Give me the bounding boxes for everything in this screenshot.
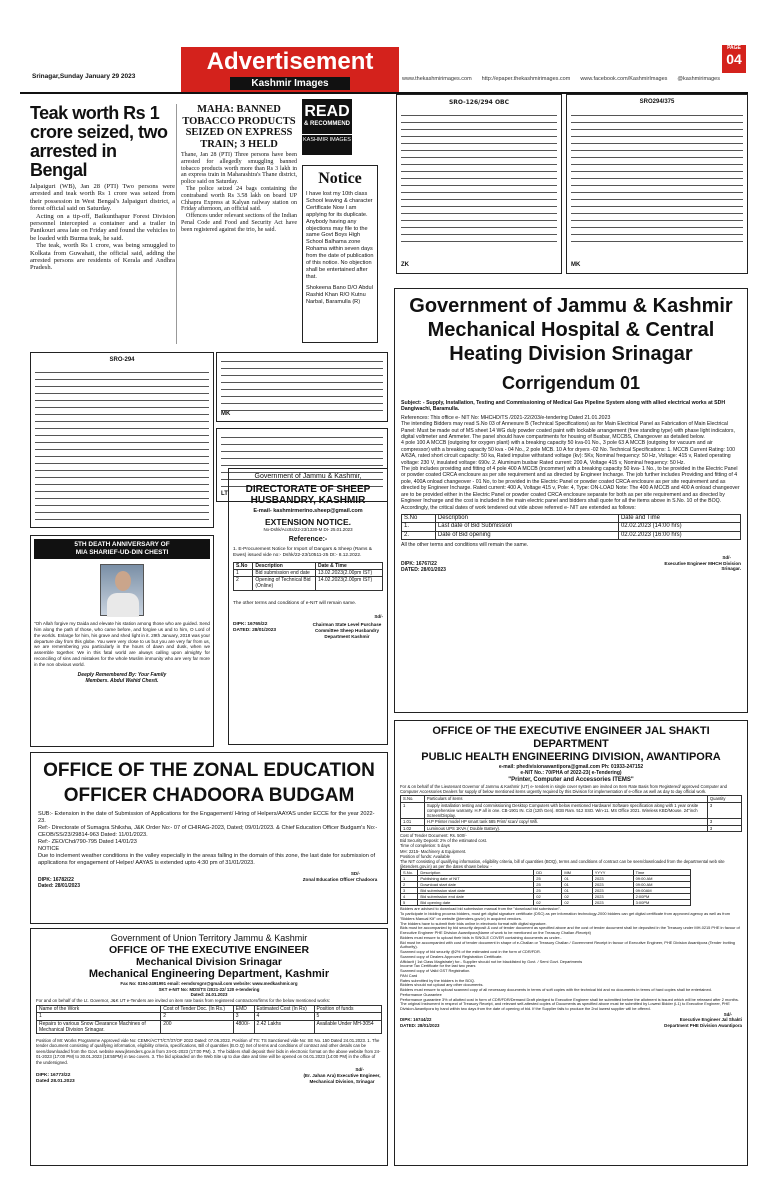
mech-division-srinagar-tender	[30, 928, 388, 1166]
facebook-link[interactable]: www.facebook.com/KashmirImages	[580, 76, 668, 82]
sheep-dipk: DIPK: 16765/22	[233, 622, 268, 628]
table-header-row	[402, 514, 741, 523]
zonal-signer: Zonal Education Officer Chadoora	[302, 876, 378, 882]
col-datetime: Date and Time	[618, 514, 740, 523]
page-number: 04	[726, 51, 742, 68]
mech-title-1: Government of Jammu & Kashmir	[409, 295, 733, 317]
col-emd: EMD	[233, 1006, 254, 1013]
urdu-tag-lt: LT	[221, 490, 228, 497]
list-item: The bidders have to submit their bids online in electronic format with digital signature.	[400, 920, 547, 926]
zonal-ref2: Ref:- ZEO/Chd/790-795 Dated 14/01/23	[38, 839, 137, 845]
urdu-text-block	[401, 111, 557, 251]
mechdiv-nit: SKT e-NIT No: MDS/TS /2021-22/ 120 e-tendering	[158, 986, 260, 992]
cell: 09:00AM	[633, 888, 690, 894]
cell: 2023	[592, 882, 633, 888]
cell-num: 5	[314, 1013, 381, 1020]
header-links	[402, 76, 720, 83]
portrait-body	[107, 593, 139, 617]
cell-sno: 1.02	[401, 825, 425, 831]
teak-para-3: The teak, worth Rs 1 crore, was being smuggled to Kolkata from Guwahati, the official said, adding the arrested persons are residents of Kerala and Andhra Pradesh.	[30, 242, 175, 272]
cell-sno: 2.	[402, 531, 436, 540]
cell: 2:00PM	[633, 894, 690, 900]
mech-dipk: DIPK: 16767/22	[401, 560, 437, 567]
list-item: Scanned copy of Dealers Approved Registration Certificate.	[400, 953, 503, 959]
anniversary-footer: Deeply Remembered By: Your Family Members. Abdul Wahid Chesti.	[77, 671, 167, 684]
jal-shakti-tender	[394, 720, 748, 1166]
mechdiv-signer: (Er. Jahan Ara) Executive Engineer, Mechanical Division, Srinagar	[303, 1072, 381, 1084]
table-row	[402, 523, 741, 532]
maha-article	[176, 104, 297, 344]
urdu-notice-left	[30, 352, 214, 528]
mech-signer: Executive Engineer MHCH Division Srinagar.	[664, 560, 741, 572]
list-item: Bidders must ensure to upload scanned copy of all necessary documents in terms of soft copies with the technical bid and no documents in terms of hard copies shall be entertained.	[400, 987, 712, 993]
cell-date: 13.02.2023(2.00pm IST)	[315, 569, 382, 576]
col-dd: DD	[534, 870, 562, 876]
jal-sd: Sd/-	[723, 1011, 732, 1017]
maha-headline: MAHA: BANNED TOBACCO PRODUCTS SEIZED ON EXPRESS TRAIN; 3 HELD	[182, 104, 296, 150]
cell-quantity: 3	[707, 802, 741, 819]
mechdiv-title-1: OFFICE OF THE EXECUTIVE ENGINEER	[108, 944, 310, 956]
anniversary-title: 5TH DEATH ANNIVERSARY OF	[74, 541, 170, 548]
mech-corrigendum: Corrigendum 01	[501, 373, 641, 393]
cell-cost-doc: 200	[161, 1020, 234, 1034]
jal-item: "Printer, Computer and Accessories ITEMS"	[508, 776, 634, 783]
sheep-email: E-mail- kashmirmerino.sheep@gmail.com	[253, 507, 363, 514]
col-cost-doc: Cost of Tender Doc. (In Rs.)	[161, 1006, 234, 1013]
cell: 02	[534, 900, 562, 906]
recommend-word: & RECOMMEND	[304, 121, 350, 127]
teak-article	[30, 104, 175, 344]
jal-cost: Cost of Tender Document: Rs. 500/-	[400, 832, 467, 838]
col-mm: MM	[562, 870, 592, 876]
cell: 02	[534, 894, 562, 900]
col-sno: S.No	[402, 514, 436, 523]
list-item: Bidders should not upload any other documents.	[400, 982, 484, 988]
cell: 25	[534, 882, 562, 888]
cell-particulars: Luminous UPS 1KVA ( Double Battery).	[424, 825, 707, 831]
table-row	[401, 825, 742, 831]
cell-work: Repairs to various Snow Clearance Machines of Mechanical Division Srinagar.	[37, 1020, 161, 1034]
jal-signer: Executive Engineer Jal Shakti Department PHE Division Awantipora	[664, 1017, 742, 1028]
cell-emd: 4800/-	[233, 1020, 254, 1034]
jal-nit-text: The NIT consisting of qualifying information, eligibility criteria, bill of quantities (BOQ), terms and conditions of contract can be seen/downloaded from the departmental web site (jktenders.gov.in) as per the dates shown below. -	[400, 858, 725, 870]
mechdiv-intro: For and on behalf of the Lt. Governor, J&K UT e-Tenders are invited on item rate basis from registered contractors/firms for the below mentioned works:	[36, 997, 330, 1003]
cell: Bid submission end date	[418, 894, 534, 900]
jal-dates-table	[400, 869, 691, 906]
maha-para-2: The police seized 24 bags containing the contraband worth Rs 3.58 lakh on board UP Chhapra Express at Kalyan railway station on Friday afternoon, an official said.	[181, 185, 297, 213]
col-sno: S.No.	[401, 796, 425, 802]
urdu-tag-mk2: MK	[221, 410, 231, 417]
table-row	[234, 569, 383, 576]
sheep-husbandry-notice	[228, 468, 388, 745]
maha-para-3: Offences under relevant sections of the Indian Penal Code and Food and Security Act have been registered against the trio, he said.	[181, 213, 297, 233]
cell: 2023	[592, 876, 633, 882]
page-label: PAGE	[727, 45, 741, 51]
cell: 3	[401, 888, 418, 894]
cell: 4	[401, 894, 418, 900]
teak-headline: Teak worth Rs 1 crore seized, two arrested in Bengal	[30, 104, 168, 180]
sheep-gov: Government of Jammu & Kashmir,	[254, 473, 362, 480]
mech-references: References: This office e- NIT No: MHCHD/TS /2021-22/203/e-tendering Dated 21.01.2023	[401, 414, 611, 421]
sheep-dates-table	[233, 562, 383, 591]
teak-para-1: Jalpaiguri (WB), Jan 28 (PTI) Two persons were arrested and teak worth Rs 1 crore was seized from their possession in West Bengal's Jalpaiguri district, a forest official said on Saturday.	[30, 183, 175, 213]
zonal-sub: SUB:- Extension in the date of Submission of Applications for the Engagement/ Hiring of Helpers/AAYAS under ECCE for the year 2022-23.	[38, 811, 375, 824]
cell-particulars: Supply installation testing and commissioning Desktop Computers with below mentioned Hardware/ Software specification along with 1 year onsite comprehensive warranty. H.P all in one. CB-1901 IN. Ci3 (12th Gen). 8GB Ram. 512 SSD. Win-11. MS Office 2021. Wireless KBD/Mouse. 24"inch Screen/Display.	[424, 802, 707, 819]
cell-description: Opening of Technical Bid (Online)	[253, 577, 316, 591]
cell: 2023	[592, 900, 633, 906]
cell-num: 4	[254, 1013, 314, 1020]
sheep-sign-row	[233, 622, 383, 639]
sheep-dated: DATED: 28/01/2023	[233, 628, 277, 634]
read-word: READ	[304, 103, 350, 120]
notice-title: Notice	[318, 170, 362, 187]
sheep-extension: EXTENSION NOTICE.	[265, 516, 351, 527]
cell-num: 1	[37, 1013, 161, 1020]
cell: 25	[534, 876, 562, 882]
urdu-public-notice-1	[216, 352, 388, 422]
page-number-box	[722, 45, 746, 73]
sheep-footer: The other terms and conditions of e-NIT will remain same.	[233, 600, 357, 606]
list-item: Bidders must ensure to upload their bids in SINGLE COVER containing documents as under:-	[400, 934, 562, 940]
cell: 2	[401, 882, 418, 888]
mech-sign-row	[401, 561, 741, 574]
date-line: Srinagar,Sunday January 29 2023	[32, 73, 136, 80]
mech-body-3: The job includes providing and fitting of 4 pole 400 A MCCB (incommer) with a breaking capacity 50 kva- 1 No., to be provided in the Electric Panel or powder coated CRCA enclosure as per site requirement and as directed by Engineer Incharge. The job further includes Providing and fitting of 4 pole, 400A onload changeover - 01 No, to be provided in the Electric Panel or powder coated CRCA enclosure as per site requirement and as directed by Engineer Incharge. Rated current: 400 A, Voltage 415 v, Pole: 4, Type: ON-LOAD Note: The 400 A MCCB and 400 A onload changeover are to be provided either in the Electric Panel or powder coated CRCA enclosure separate for both as per site requirement and as directed by Engineer Incharge and the cost is included in the main electric panel and bidders shall quote for all the items above in S.No. 10 of the BOQ. Accordingly, the critical dates of work tendered out vide above referred e- NIT are extended as follows:	[401, 466, 740, 511]
urdu-sro-line-2: SRO294/375	[639, 99, 675, 105]
portrait-photo	[100, 564, 144, 616]
col-description: Description	[418, 870, 534, 876]
list-item: Bids must be accompanied by bid security deposit & cost of tender document as specified above and the cost of tender document shall be deposited in the Treasury under MH-0215 PHE in favour of Executive Engineer PHE Division Awantipora(Name of work to be mentioned on the Treasury Challan /Receipt)	[400, 925, 740, 936]
cell-description: Date of Bid opening	[435, 531, 618, 540]
mechdiv-dipk: DIPK: 16773/22	[36, 1072, 71, 1078]
zonal-sign-row	[38, 877, 380, 890]
list-item: Scanned copy of Valid GST Registration.	[400, 968, 471, 974]
table-row	[37, 1020, 382, 1034]
jal-original: The original Instrument in respect of Treasury Receipt, and relevant self-attested copies of Documents as specified above must be submitted by Lowest Bidder (L1) to Executive Engineer, PHE Division Awantipora by hand within two days from the date of opening of bid. If the Supplier fails to produce the 2nd lowest supplier will be offered.	[400, 1001, 730, 1012]
jal-time: Time of completion: 5 days	[400, 843, 450, 849]
urdu-text-block-3	[35, 368, 209, 526]
col-yyyy: YYYY	[592, 870, 633, 876]
cell-description: Last date of Bid Submission	[435, 523, 618, 532]
mech-dated: DATED: 28/01/2023	[401, 566, 446, 573]
table-row	[234, 577, 383, 591]
banner-title: Advertisement	[206, 48, 374, 75]
mechdiv-terms: Position of MI: Works Programme Approved vide No: CEMK/ACTT/CT/37/OF 2022 Dated: 07.06.2022. Position of TS: TS Sanctioned vide No: SE No. 150 Dated 24.01.2023. 1. The tender document consisting of qualifying information, eligibility criteria, specifications, Bill of quantities (B.O.Q) Set of terms and conditions of contract and other details can be seen/downloaded from the Govt. website www.jktenders.gov.in from 24-01-2023 (17:00 PM). 2. The bidders shall deposit their bids in electronic format on the above website from 24-01-2023 (17:00 PM) to 30.01.2023 (18:55PM) in two covers. 3. The bid uploaded on the Web Site up to due date and time will be opened on 04.01.2023 (14:00 PM) in the office of the undersigned.	[36, 1038, 381, 1065]
jal-intro: For & on behalf of the Lieutenant Governor of Jammu & Kashmir (UT) e- tenders in single cover system are invited on Item Rate Basis from Registered/ approved Computer and Computer Accessories Dealers for supply of below mentioned items urgently required by this Division for implementation of e-office as well as day to day official work.	[400, 784, 728, 795]
jal-mh: MH: 2215- Machinery & Equipment.	[400, 848, 467, 854]
col-sno: S.No	[234, 562, 253, 569]
cell: 1	[401, 876, 418, 882]
cell-description: Bid submission end date	[253, 569, 316, 576]
cell: 25	[534, 888, 562, 894]
jal-sign-row	[400, 1017, 742, 1028]
cell: 01	[562, 882, 592, 888]
cell-sno: 2	[234, 577, 253, 591]
table-header-row	[37, 1006, 382, 1013]
cell: 3:00PM	[633, 900, 690, 906]
cell-estimated: 2.42 Lakhs	[254, 1020, 314, 1034]
cell-date: 02.02.2023 (16:00 hrs)	[618, 531, 740, 540]
mech-title-3: Heating Division Srinagar	[449, 343, 693, 365]
jal-performance: Performance guarantee 3% of allotted cost in form of CDR/FDR/Demand Draft pledged to Executive Engineer shall be submitted before the allotment is issued which will be released after 2 months.	[400, 996, 739, 1002]
portrait-head	[115, 571, 131, 591]
list-item: To participate in bidding process bidders, must get digital signature certificate (DSC) as per information technology-2000 bidders can get digital certificate from approved agency as well as from "Bidders Manual Kit" on website (jktenders.gov.in) in acquired vendors.	[400, 911, 731, 921]
cell-num: 3	[233, 1013, 254, 1020]
jal-dipk: DIPK: 16744/22	[400, 1017, 432, 1023]
urdu-notice-mk	[566, 94, 748, 274]
teak-para-2: Acting on a tip-off, Baikunthapur Forest Division personnel intercepted a container and a trailer in Panikouri area late on Friday and found the vehicles to be loaded with Burma teak, he said.	[30, 212, 175, 242]
cell: 01	[562, 876, 592, 882]
maha-para-1: Thane, Jan 28 (PTI) Three persons have been arrested for allegedly smuggling banned tobacco products worth more than Rs 3 lakh in an express train in Maharashtra's Thane district, police said on Saturday.	[181, 152, 297, 186]
advertisement-banner	[181, 47, 399, 93]
cell: 02	[562, 894, 592, 900]
zonal-ref: Ref:- Directorate of Sumagra Shiksha, J&K Order No:- 07 of CHIRAG-2023, Dated; 09/01/2023. & Chief Education Officer Budgam's No:- CEOB/SS/23/29814-963 Dated: 11/01/2023.	[38, 825, 378, 838]
col-estimated: Estimated Cost (In Rs)	[254, 1006, 314, 1013]
list-item: Bid must be accompanied with cost of tender document in shape of e-Challan or Treasury Challan / Government Receipt in favour of Executive Engineer, PHE Division Awantipora (Tender Inviting Authority).	[400, 939, 735, 950]
cell: 5	[401, 900, 418, 906]
mech-hospital-corrigendum	[394, 288, 748, 713]
banner-sub: Kashmir Images	[230, 77, 350, 90]
mechdiv-sd: Sd/-	[355, 1067, 364, 1073]
zonal-sd: SD/-	[350, 871, 360, 876]
cell: 02	[562, 900, 592, 906]
cell: Publishing date of NIT	[418, 876, 534, 882]
jal-nit: e-NIT No.: 70/PHA of 2022-23( e-Tendering)	[520, 770, 622, 777]
twitter-link[interactable]: @kashmirimages	[677, 76, 720, 82]
anniversary-body: "Oh Allah forgive my Daida and elevate his station among those who are guided. Send him along the path of those, who came before, and forgive us and to him, O Lord of the worlds. Enlarge for him, his grave and shed light in it. 29th January, 2018 was your departure day from this globe. You were very close to us but you are very far from us, we are remembering you particularly in the hours of dawn and dusk, when we assemble together. We in this fatal world are always calling upon almighty for reconciling of sins and mistakes for the whole Muslim immunity who are very far more in the non obvious world.	[34, 621, 210, 667]
mechdiv-title-2: Mechanical Division Srinagar	[136, 956, 282, 968]
mech-dates-table	[401, 514, 741, 541]
sheep-title: DIRECTORATE OF SHEEP HUSBANDRY, KASHMIR	[245, 483, 371, 506]
sheep-signer: Chairman State Level Purchase Committee Sheep Husbandry Department Kashmir	[312, 622, 382, 639]
col-quantity: Quantity	[707, 796, 741, 802]
cell-num: 2	[161, 1013, 234, 1020]
zonal-dipk: DIPK: 16782/22	[38, 876, 74, 883]
cell: Download start date	[418, 882, 534, 888]
zonal-notice-label: NOTICE	[38, 846, 60, 852]
read-recommend-badge	[302, 99, 352, 155]
mechdiv-fax: Fax No: 0194-2491991 email: eemdsrsgnr@gmail.com website: www.medkashmir.org	[120, 981, 298, 986]
death-anniversary-box	[30, 535, 214, 747]
jal-funds: Position of funds: Available	[400, 853, 450, 859]
list-item: PAN Card	[400, 972, 418, 978]
sheep-sd: Sd/-	[374, 614, 383, 620]
anniversary-heading	[34, 539, 210, 559]
jal-email: e-mail: phedivisionawantipora@gmail.com Ph: 01933-247152	[498, 764, 644, 770]
cell-date: 14.02.2023(2.00pm IST)	[315, 577, 382, 591]
jal-title-2: PUBLIC HEALTH ENGINEERING DIVISION, AWANTIPORA	[421, 751, 721, 763]
notice-body: I have lost my 10th class School leaving & character Certificate Now I am applying for its duplicate. Anybody having any objections may file to the same Govt Boys High School Balhama zone Rohama within seven days from the date of publication of this notice. No objection shall be entertained after that.	[306, 191, 374, 280]
urdu-tag-mk: MK	[571, 261, 581, 268]
kashmir-images-word: KASHMIR IMAGES	[302, 134, 352, 144]
mech-sd: Sd/-	[722, 554, 731, 560]
zonal-body: Due to inclement weather conditions in the valley especially in the areas falling in the domain of this zone, the last date for submission of applications for engagement of Helper/ AAYAS is extended upto 4:30 pm of 31/01/2023.	[38, 853, 376, 866]
col-particulars: Particulars of items	[424, 796, 707, 802]
cell-sno: 1	[234, 569, 253, 576]
list-item: Affidavit ( 1st Class Magistrate) for:- Supplier should not be blacklisted by Govt. / Semi Govt. Departments	[400, 958, 583, 964]
jal-dated: DATED: 28/01/2023	[400, 1022, 440, 1028]
col-work: Name of the Work	[37, 1006, 161, 1013]
table-row	[401, 802, 742, 819]
cell-quantity: 3	[707, 819, 741, 825]
cell-sno: 1	[401, 802, 425, 819]
urdu-sro-line-3: SRO-294	[109, 357, 135, 363]
mechdiv-sign-row	[36, 1073, 382, 1085]
mechdiv-dated: Dated 28.01.2023	[36, 1078, 75, 1084]
zonal-title: OFFICE OF THE ZONAL EDUCATION OFFICER CHADOORA BUDGAM	[43, 760, 375, 806]
mech-subject: Subject: - Supply, Installation, Testing and Commissioning of Medical Gas Pipeline System along with allied electrical works at SDH Dangiwachi, Baramulla.	[401, 400, 726, 413]
cell-date: 02.02.2023 (14:00 hrs)	[618, 523, 740, 532]
mechdiv-title-3: Mechanical Engineering Department, Kashmir	[88, 968, 330, 980]
mechdiv-date: Dated: 24.01.2023	[190, 992, 228, 997]
cell-sno: 1.	[402, 523, 436, 532]
urdu-notice-zk	[396, 94, 562, 274]
list-item: Scanned copy of bid security @2% of the estimated cost in the form of CDR/FDR.	[400, 949, 541, 955]
list-item: Rates submitted by the bidders in the BOQ.	[400, 977, 476, 983]
list-item: Bidders are advised to download bid submission manual from the "download bid submission".	[400, 906, 561, 912]
mech-footer: All the other terms and conditions will remain the same.	[401, 542, 529, 549]
site-link[interactable]: www.thekashmirimages.com	[402, 76, 472, 82]
cell-sno: 1.01	[401, 819, 425, 825]
table-row	[402, 531, 741, 540]
epaper-link[interactable]: http://epaper.thekashmirimages.com	[481, 76, 571, 82]
mech-title-2: Mechanical Hospital & Central	[427, 319, 715, 341]
jal-bidsec: Bid Security Deposit: 2% of the estimated cost.	[400, 838, 488, 844]
cell: 2023	[592, 888, 633, 894]
col-funds: Position of funds	[314, 1006, 381, 1013]
urdu-text-block-4	[221, 357, 383, 415]
list-item: Income Tax Certificate for the last two years	[400, 963, 476, 969]
table-row	[401, 900, 691, 906]
col-description: Description	[435, 514, 618, 523]
cell: Bid opening date	[418, 900, 534, 906]
jal-conditions-list	[400, 907, 742, 997]
mechdiv-gov: Government of Union Territory Jammu & Kashmir	[110, 933, 308, 943]
mech-body-2: 4 pole 100 A MCCB (outgoing for oxygen plant) with a breaking capacity 50 kva-01 No., 3 pole 63 A MCCB (outgoing for vacuum and air compressor) with a breaking capacity 50 kva - 04 No., 2 pole MCB. 10 A for dryers -02 No. Technical Specifications: 1. MCCB Current Rating: 100 A/63A, rated short circuit capacity: 50 ka, Rated impulse withstand voltage (kv): 5Kv, Nominal frequency: 50 Hz, Voltage: 415 v, Rated operating voltage: 230 V, insulated voltage: 690v. 2. Aluminum busbar Rated current: 200 A, Voltage 415 v, Nominal frequency: 50 Hz.	[401, 440, 736, 466]
mechdiv-works-table	[36, 1005, 382, 1034]
zonal-dated: Dated: 28/01/2023	[38, 882, 80, 889]
table-header-row	[234, 562, 383, 569]
col-datetime: Date & Time	[315, 562, 382, 569]
lost-certificate-notice	[302, 165, 378, 343]
jal-items-table	[400, 795, 742, 832]
sheep-reference-label: Reference:-	[288, 535, 328, 543]
notice-signature: Shokeena Bano D/O Abdul Rashid Khan R/O Kutnu Narbal, Baramulla (R)	[306, 284, 373, 305]
col-time: Time	[633, 870, 690, 876]
anniversary-name: MIA SHARIEF-UD-DIN CHESTI	[75, 549, 169, 557]
table-num-row	[37, 1013, 382, 1020]
col-description: Description	[253, 562, 316, 569]
cell: 09:00 AM	[633, 876, 690, 882]
list-item: Performance Guarantee	[400, 991, 442, 997]
sheep-ref-text: 1. E-Procurement Notice for Import of Dangars & Sheep (Rams & Ewes) issued vide no:- Dshk/22-23/10511-25 Dt:- 8.12.2022.	[233, 546, 372, 558]
cell-funds: Available Under MH-3054	[314, 1020, 381, 1034]
urdu-tag-zk: ZK	[401, 261, 409, 268]
zonal-education-notice	[30, 752, 388, 924]
sheep-ref-no: No-Dshk/Acctts/22-23/1330-M Dt- 25.01.2023	[263, 527, 353, 533]
cell-quantity: 3	[707, 825, 741, 831]
cell: 2023	[592, 894, 633, 900]
jal-title-1: OFFICE OF THE EXECUTIVE ENGINEER JAL SHAKTI DEPARTMENT	[432, 725, 710, 750]
urdu-text-block-2	[571, 111, 743, 251]
cell-particulars: H.P Printer model HP smart tank 585 Print/ scan/ copy/ Wifi.	[424, 819, 707, 825]
mech-body-1: The intending Bidders may read S.No 03 of Annexure B (Technical Specifications) as for Main Electrical Panel as Fabrication of Main Electrical Panel: Must be made out of MS sheet 14 WG duly powder coated paint with lockable arrangement (free standing type) with phase light indicators, digital voltmeter and Ammeter. The panel should have compartments for housing of Busbar, MCCBS, Changeover as detailed below.	[401, 421, 735, 441]
cell: 01	[562, 888, 592, 894]
urdu-sro-line: SRO-126/294 OBC	[448, 99, 510, 106]
cell: 09:00 AM	[633, 882, 690, 888]
cell: Bid submission start date	[418, 888, 534, 894]
col-sno: S.No.	[401, 870, 418, 876]
